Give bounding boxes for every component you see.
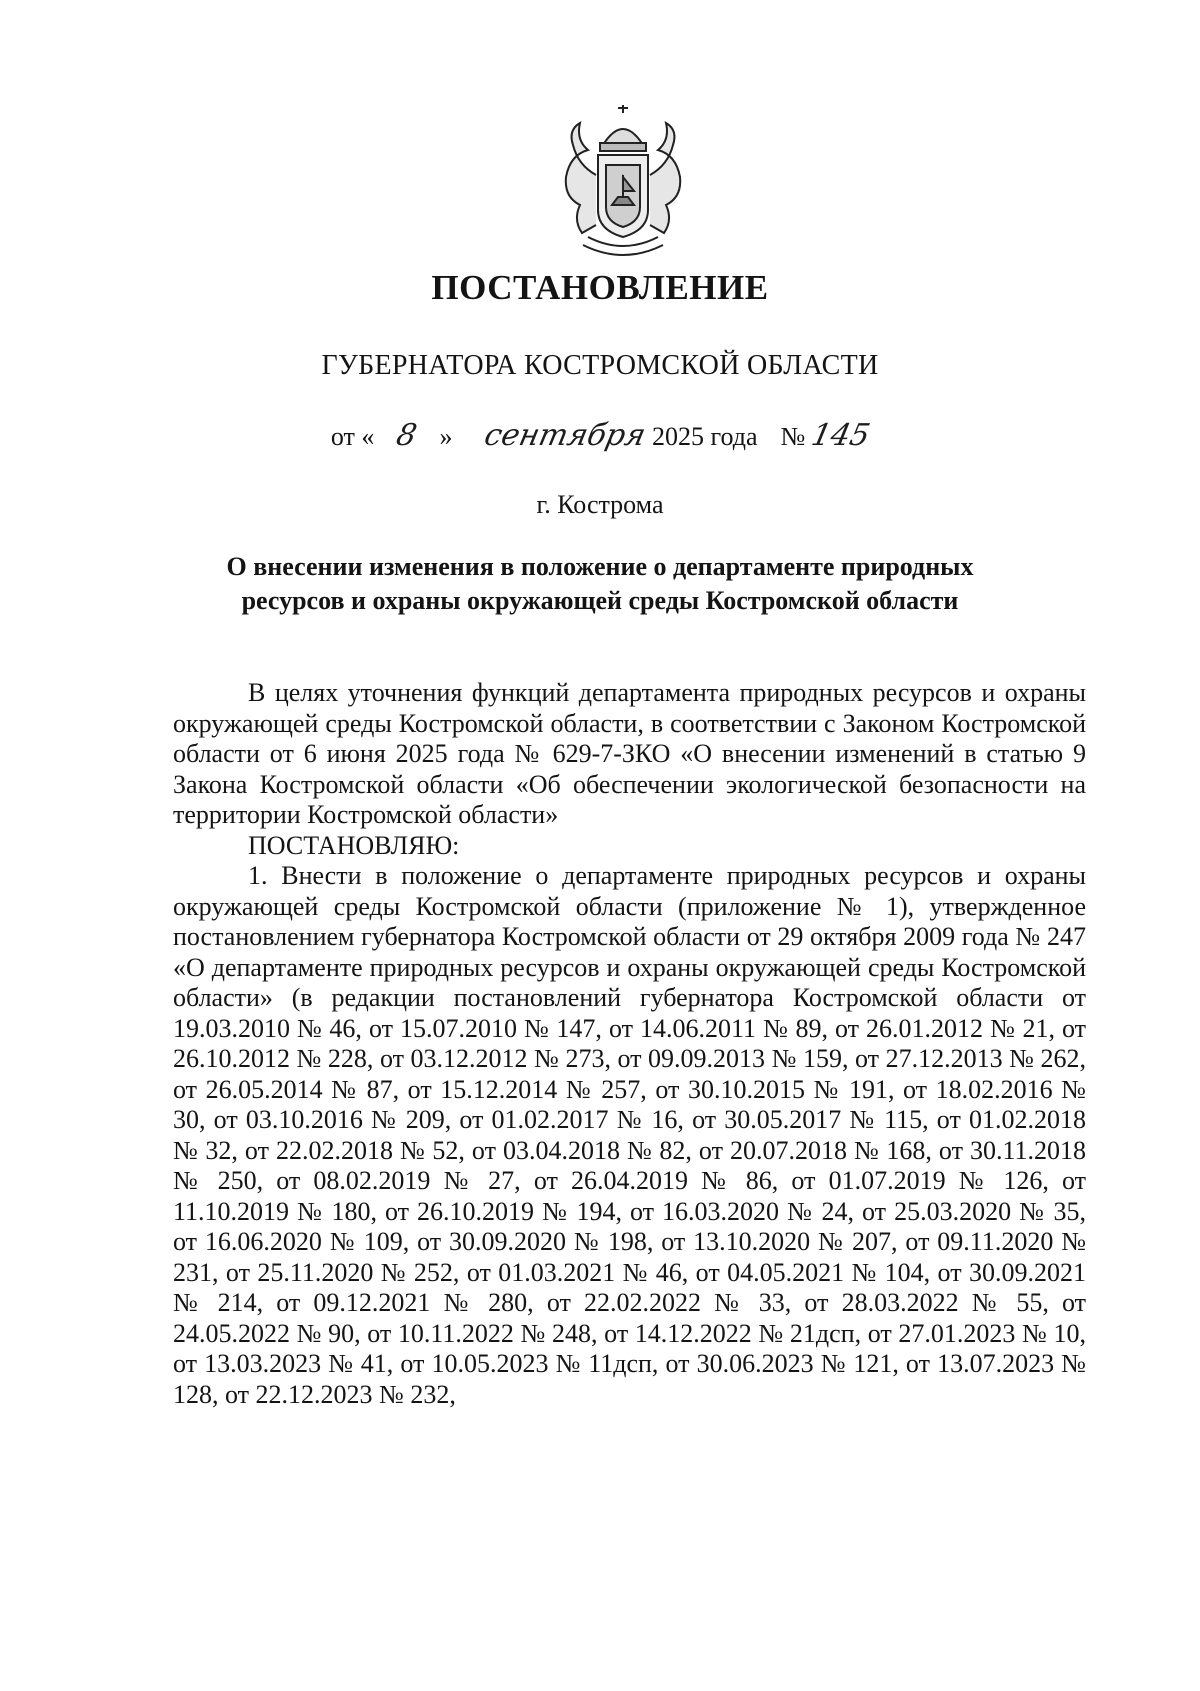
coat-of-arms-icon [548, 105, 698, 265]
document-title: ПОСТАНОВЛЕНИЕ [431, 268, 769, 307]
number-prefix: № [780, 422, 806, 451]
document-body [173, 678, 1086, 1410]
date-line [0, 418, 1200, 458]
decree-word: ПОСТАНОВЛЯЮ: [248, 830, 460, 860]
document-city: г. Кострома [536, 490, 664, 519]
date-prefix: от « [330, 422, 375, 451]
item-1-paragraph: 1. Внести в положение о департаменте природных ресурсов и охраны окружающей среды Костромской области (приложение № 1), утвержденное постановлением губернатора Костромской области от 29 октября 2009 года № 247 «О департаменте природных ресурсов и охраны окружающей среды Костромской области» (в редакции постановлений губернатора Костромской области от 19.03.2010 № 46, от 15.07.2010 № 147, от 14.06.2011 № 89, от 26.01.2012 № 21, от 26.10.2012 № 228, от 03.12.2012 № 273, от 09.09.2013 № 159, от 27.12.2013 № 262, от 26.05.2014 № 87, от 15.12.2014 № 257, от 30.10.2015 № 191, от 18.02.2016 № 30, от 03.10.2016 № 209, от 01.02.2017 № 16, от 30.05.2017 № 115, от 01.02.2018 № 32, от 22.02.2018 № 52, от 03.04.2018 № 82, от 20.07.2018 № 168, от 30.11.2018 № 250, от 08.02.2019 № 27, от 26.04.2019 № 86, от 01.07.2019 № 126, от 11.10.2019 № 180, от 26.10.2019 № 194, от 16.03.2020 № 24, от 25.03.2020 № 35, от 16.06.2020 № 109, от 30.09.2020 № 198, от 13.10.2020 № 207, от 09.11.2020 № 231, от 25.11.2020 № 252, от 01.03.2021 № 46, от 04.05.2021 № 104, от 30.09.2021 № 214, от 09.12.2021 № 280, от 22.02.2022 № 33, от 28.03.2022 № 55, от 24.05.2022 № 90, от 10.11.2022 № 248, от 14.12.2022 № 21дсп, от 27.01.2023 № 10, от 13.03.2023 № 41, от 10.05.2023 № 11дсп, от 30.06.2023 № 121, от 13.07.2023 № 128, от 22.12.2023 № 232, [173, 861, 1086, 1409]
preamble-paragraph: В целях уточнения функций департамента природных ресурсов и охраны окружающей среды Костромской области, в соответствии с Законом Костромской области от 6 июня 2025 года № 629-7-ЗКО «О внесении изменений в статью 9 Закона Костромской области «Об обеспечении экологической безопасности на территории Костромской области» [173, 678, 1086, 829]
handwritten-number: 145 [808, 418, 873, 453]
document-heading: О внесении изменения в положение о департаменте природных ресурсов и охраны окружающей среды Костромской области [226, 552, 974, 615]
handwritten-month: сентября [481, 418, 650, 453]
date-day-close: » [439, 422, 453, 451]
document-issuer: ГУБЕРНАТОРА КОСТРОМСКОЙ ОБЛАСТИ [321, 350, 879, 381]
handwritten-day: 8 [393, 418, 421, 453]
date-year: 2025 года [652, 422, 758, 451]
